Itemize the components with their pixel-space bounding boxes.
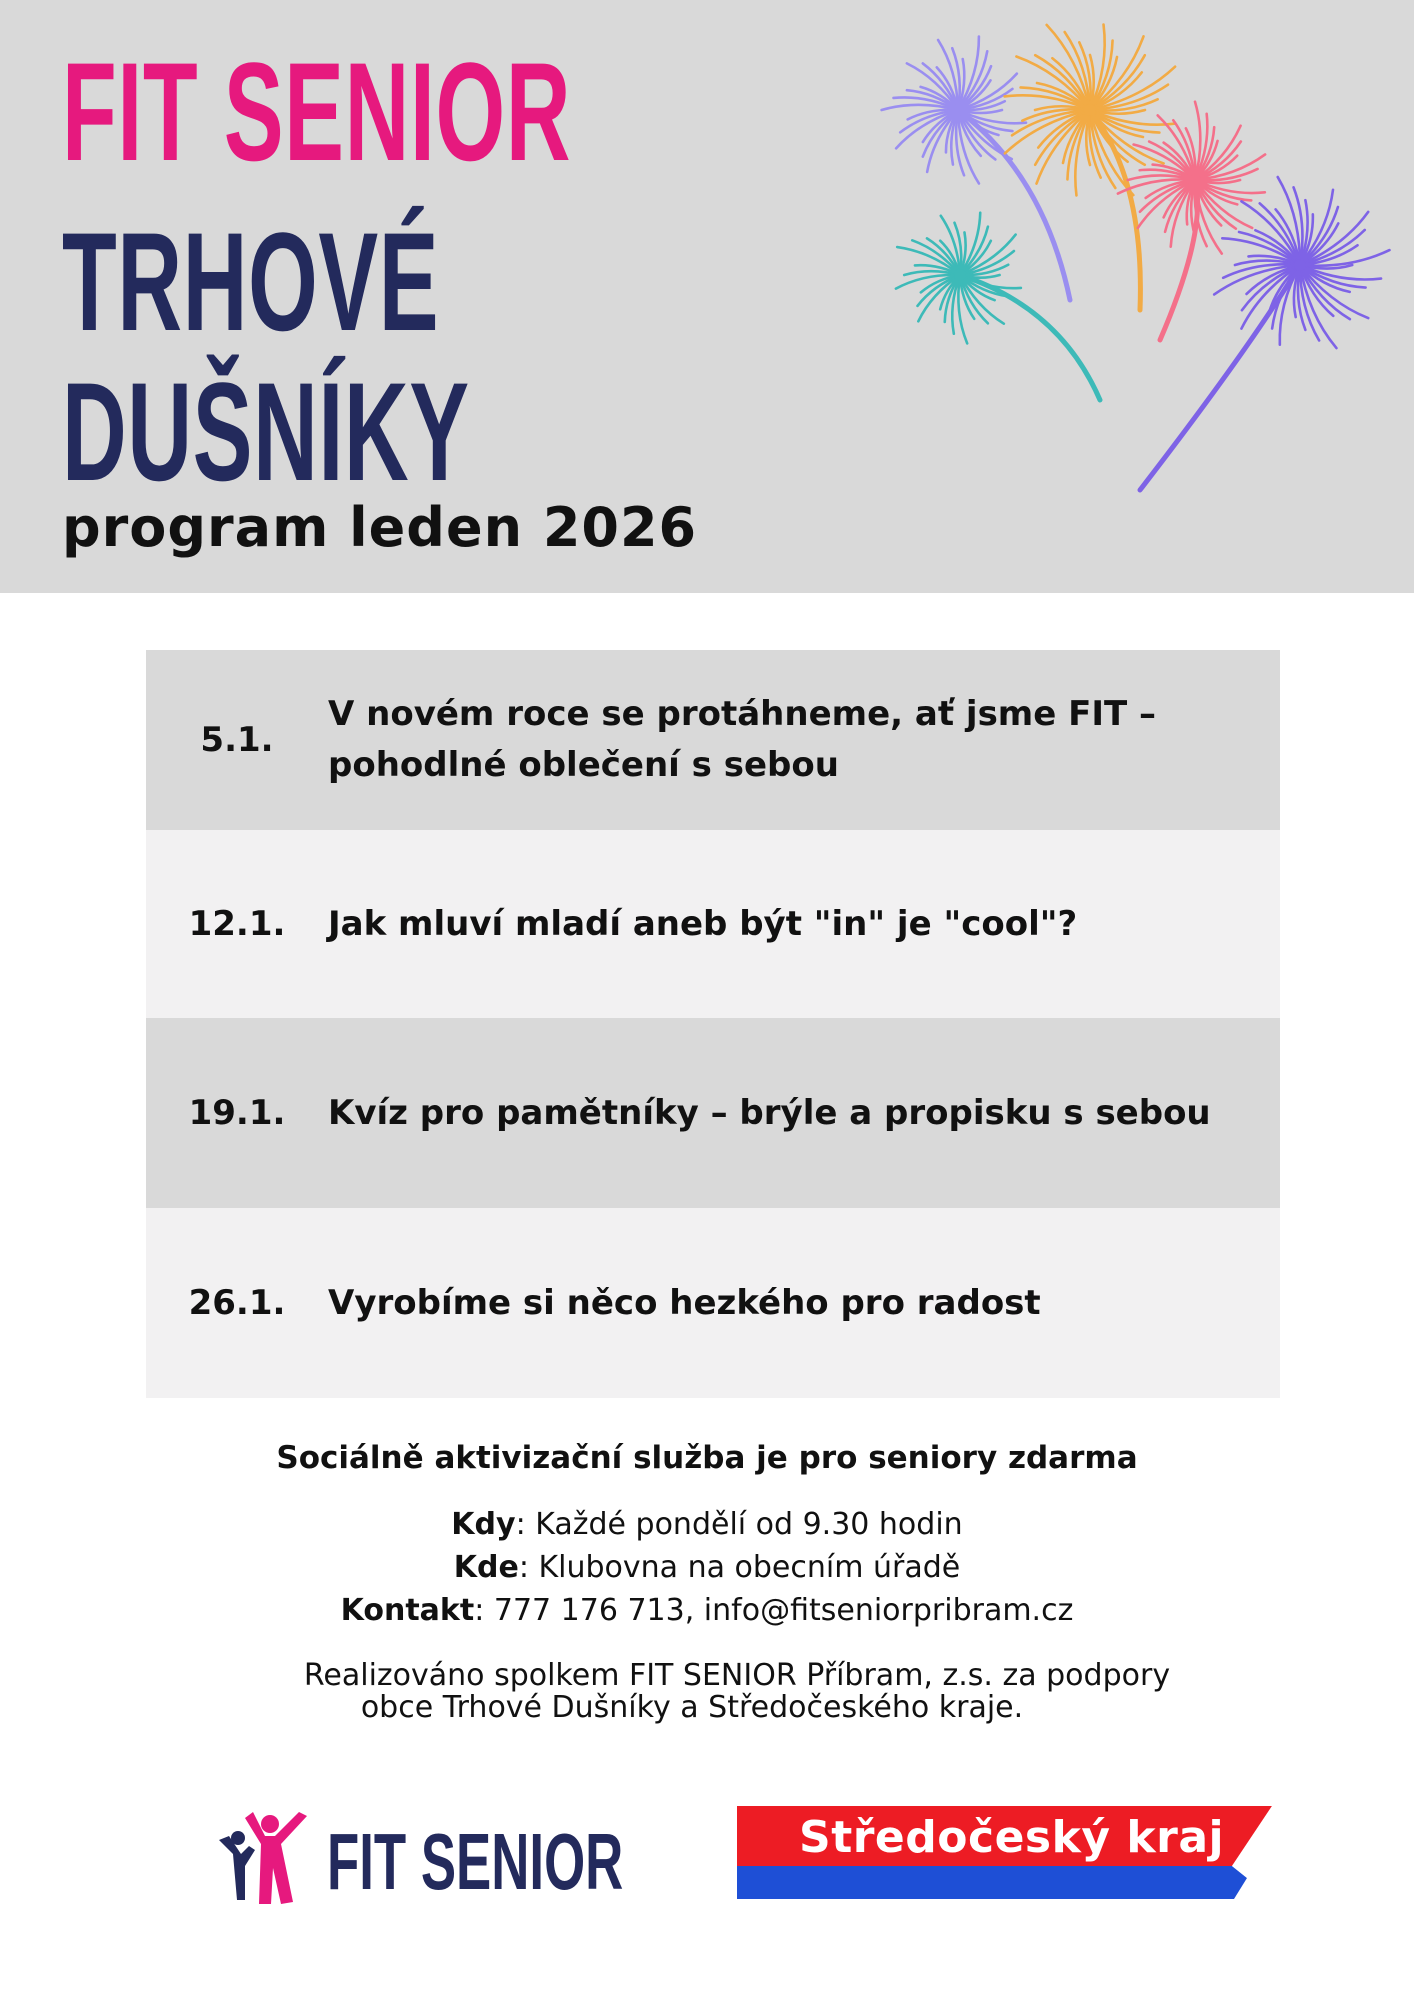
program-activity: Jak mluví mladí aneb být "in" je "cool"? — [328, 903, 1078, 944]
fit-senior-figures-icon — [215, 1810, 315, 1910]
program-row — [146, 830, 1280, 1018]
free-service-tagline: Sociálně aktivizační služba je pro seniory zdarma — [276, 1440, 1138, 1476]
program-activity: Kvíz pro pamětníky – brýle a propisku s sebou — [328, 1092, 1211, 1133]
realized-by-line2: obce Trhové Dušníky a Středočeského kraje. — [360, 1690, 1024, 1725]
program-date: 12.1. — [188, 904, 286, 944]
realized-by-line1: Realizováno spolkem FIT SENIOR Příbram, z.s. za podpory — [303, 1658, 1171, 1693]
fit-senior-logo-text: FIT SENIOR — [327, 1817, 624, 1906]
firework-burst — [1140, 177, 1389, 490]
program-table — [146, 650, 1280, 1398]
program-row — [146, 1208, 1280, 1398]
firework-burst — [896, 213, 1100, 400]
program-activity: V novém roce se protáhneme, ať jsme FIT – pohodlné oblečení s sebou — [328, 694, 1157, 785]
program-date: 26.1. — [188, 1283, 286, 1323]
program-activity: Vyrobíme si něco hezkého pro radost — [328, 1282, 1041, 1323]
fit-senior-logo — [215, 1810, 624, 1910]
program-row — [146, 650, 1280, 830]
contact-label: Kontakt — [340, 1593, 475, 1628]
program-date: 5.1. — [200, 720, 274, 760]
contact-value: : 777 176 713, info@fitseniorpribram.cz — [474, 1593, 1074, 1628]
stredocesky-kraj-logo — [737, 1806, 1277, 1906]
firework-burst — [1005, 25, 1176, 310]
kraj-logo-text: Středočeský kraj — [799, 1812, 1225, 1863]
where-label: Kde — [453, 1550, 519, 1585]
title-trhove: TRHOVÉ — [62, 203, 440, 360]
header-banner — [0, 0, 1414, 593]
where-line — [0, 1550, 1414, 1585]
when-label: Kdy — [451, 1507, 516, 1542]
fireworks-illustration — [840, 0, 1414, 500]
title-fit-senior: FIT SENIOR — [62, 33, 572, 190]
when-line — [0, 1507, 1414, 1542]
title-dusniky: DUŠNÍKY — [62, 353, 470, 510]
subtitle-program: program leden 2026 — [62, 496, 698, 559]
program-row — [146, 1018, 1280, 1208]
where-value: : Klubovna na obecním úřadě — [518, 1550, 961, 1585]
when-value: : Každé pondělí od 9.30 hodin — [515, 1507, 963, 1542]
fireworks-bursts — [882, 25, 1390, 490]
contact-line — [0, 1593, 1414, 1628]
program-date: 19.1. — [188, 1093, 286, 1133]
